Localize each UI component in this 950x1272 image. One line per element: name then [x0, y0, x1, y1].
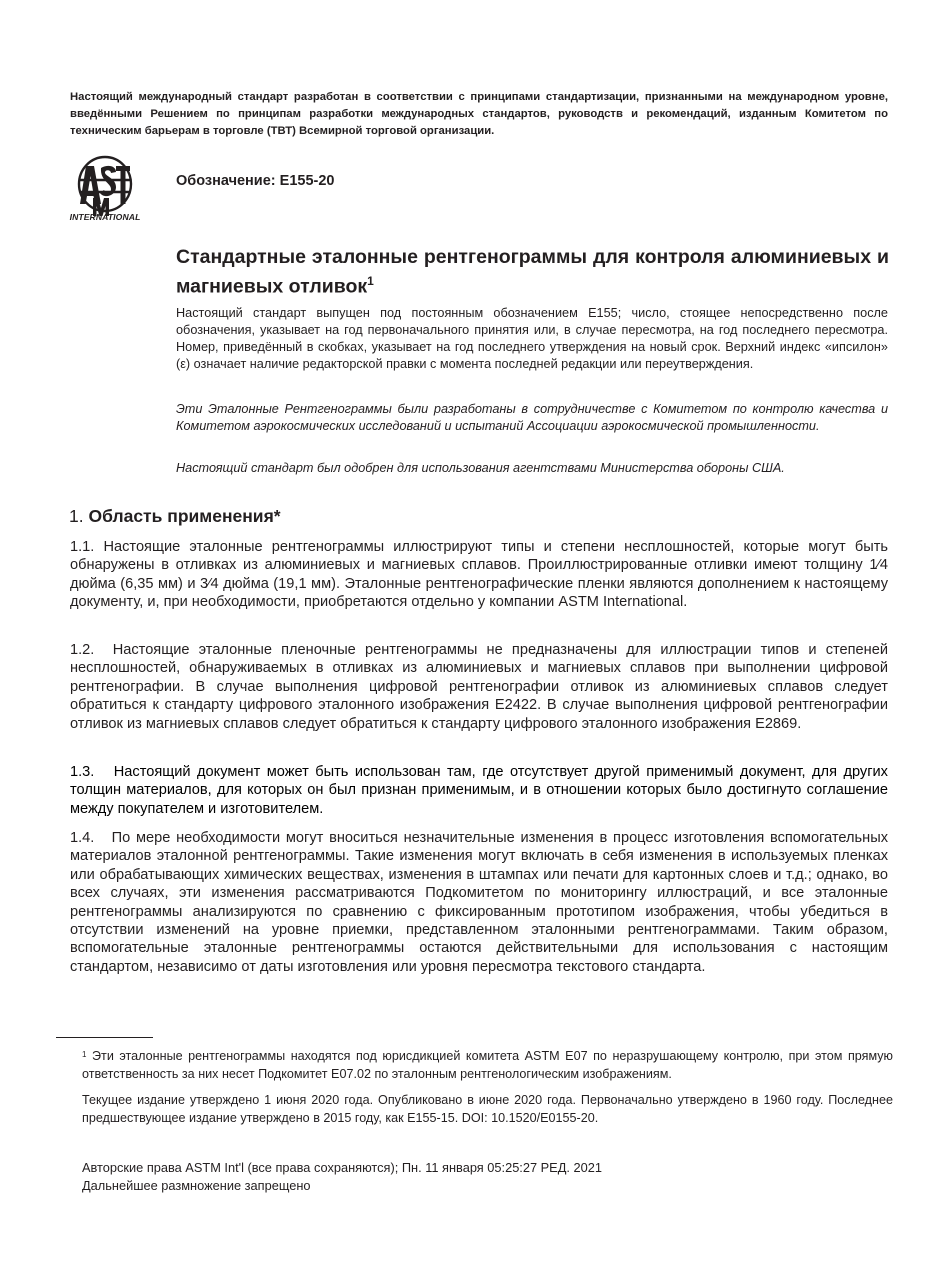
edition-note: Текущее издание утверждено 1 июня 2020 года. Опубликовано в июне 2020 года. Первоначально утверждено в 1960 году. Последнее предшествующее издание утверждено в 2015 году, как E155-15. DOI: 10.1520/E0155-20.: [82, 1093, 893, 1125]
astm-logo: [64, 154, 146, 226]
paragraph-1-1: [70, 538, 888, 612]
note-designation: Настоящий стандарт выпущен под постоянным обозначением E155; число, стоящее непосредственно после обозначения, указывает на год первоначального принятия или, в случае пересмотра, на год последнего пересмотра. Номер, приведённый в скобках, указывает на год последнего утверждения на новый срок. Верхний индекс «ипсилон» (ε) означает наличие редакторской правки с момента последней редакции или переутверждения.: [176, 306, 888, 371]
paragraph-1-2: [70, 641, 888, 733]
title-text: Стандартные эталонные рентгенограммы для контроля алюминиевых и магниевых отливок: [176, 246, 889, 298]
paragraph-number: 1.2.: [70, 642, 95, 658]
paragraph-number: 1.4.: [70, 830, 95, 846]
title-footnote-marker: 1: [367, 274, 374, 288]
footnote-marker: 1: [82, 1050, 87, 1059]
footnote-divider: [56, 1037, 153, 1038]
reproduction-notice: Дальнейшее размножение запрещено: [82, 1178, 311, 1193]
section-number: 1.: [69, 506, 84, 526]
designation: Обозначение: E155-20: [176, 173, 335, 189]
footnote-1: [82, 1048, 893, 1083]
logo-caption: INTERNATIONAL: [69, 212, 141, 222]
section-title: Область применения*: [88, 506, 281, 526]
header-notice: Настоящий международный стандарт разработан в соответствии с принципами стандартизации, признанными на международном уровне, введёнными Решением по принципам разработки международных стандартов, руководств и рекомендаций, изданным Комитетом по техническим барьерам в торговле (ТВТ) Всемирной торговой организации.: [70, 91, 888, 137]
paragraph-1-3: [70, 763, 888, 818]
paragraph-number: 1.1.: [70, 539, 95, 555]
paragraph-1-4: [70, 829, 888, 976]
copyright: [82, 1159, 602, 1195]
paragraph-text: Настоящие эталонные пленочные рентгенограммы не предназначены для иллюстрации типов и степеней несплошностей, обнаруживаемых в отливках из алюминиевых и магниевых сплавов при выполнении цифровой рентгенографии. В случае выполнения цифровой рентгенографии отливок из алюминиевых сплавов следует обратиться к стандарту цифрового эталонного изображения E2422. В случае выполнения цифровой рентгенографии отливок из магниевых сплавов следует обратиться к стандарту цифрового эталонного изображения E2869.: [70, 642, 888, 732]
page-title: [176, 245, 889, 299]
paragraph-text: Настоящие эталонные рентгенограммы иллюстрируют типы и степени несплошностей, которые могут быть обнаружены в отливках из алюминиевых и магниевых сплавов. Проиллюстрированные отливки имеют толщину 1⁄4 дюйма (6,35 мм) и 3⁄4 дюйма (19,1 мм). Эталонные рентгенографические пленки являются дополнением к настоящему документу, и, при необходимости, приобретаются отдельно у компании ASTM International.: [70, 539, 888, 611]
paragraph-text: Настоящий документ может быть использован там, где отсутствует другой применимый документ, для других толщин материалов, для которых он был признан применимым, и в отношении которых было достигнуто соглашение между покупателем и изготовителем.: [70, 764, 888, 817]
paragraph-number: 1.3.: [70, 764, 95, 780]
footnote-text: Эти эталонные рентгенограммы находятся под юрисдикцией комитета ASTM E07 по неразрушающему контролю, при этом прямую ответственность за них несет Подкомитет E07.02 по эталонным рентгенологическим изображениям.: [82, 1049, 894, 1081]
section-heading: [69, 506, 281, 527]
note-cooperation: Эти Эталонные Рентгенограммы были разработаны в сотрудничестве с Комитетом по контролю качества и Комитетом аэрокосмических исследований и испытаний Ассоциации аэрокосмической промышленности.: [176, 402, 888, 433]
paragraph-text: По мере необходимости могут вноситься незначительные изменения в процесс изготовления вспомогательных материалов эталонной рентгенограммы. Такие изменения могут включать в себя изменения в используемых пленках или обрабатывающих химических веществах, изменения в штампах или печати для картонных слоев и т.д.; однако, во всех случаях, эти изменения рассматриваются Подкомитетом по мониторингу иллюстраций, и все эталонные рентгенограммы анализируются по сравнению с фиксированным прототипом изображения, чтобы убедиться в отсутствии изменений на уровне приемки, представленном эталонными рентгенограммами. Таким образом, вспомогательные эталонные рентгенограммы остаются действительными для использования с настоящим стандартом, независимо от даты изготовления или уровня пересмотра текстового стандарта.: [70, 830, 888, 975]
copyright-line: Авторские права ASTM Int'l (все права сохраняются); Пн. 11 января 05:25:27 РЕД. 2021: [82, 1160, 602, 1175]
note-dod-approval: Настоящий стандарт был одобрен для использования агентствами Министерства обороны США.: [176, 461, 785, 475]
